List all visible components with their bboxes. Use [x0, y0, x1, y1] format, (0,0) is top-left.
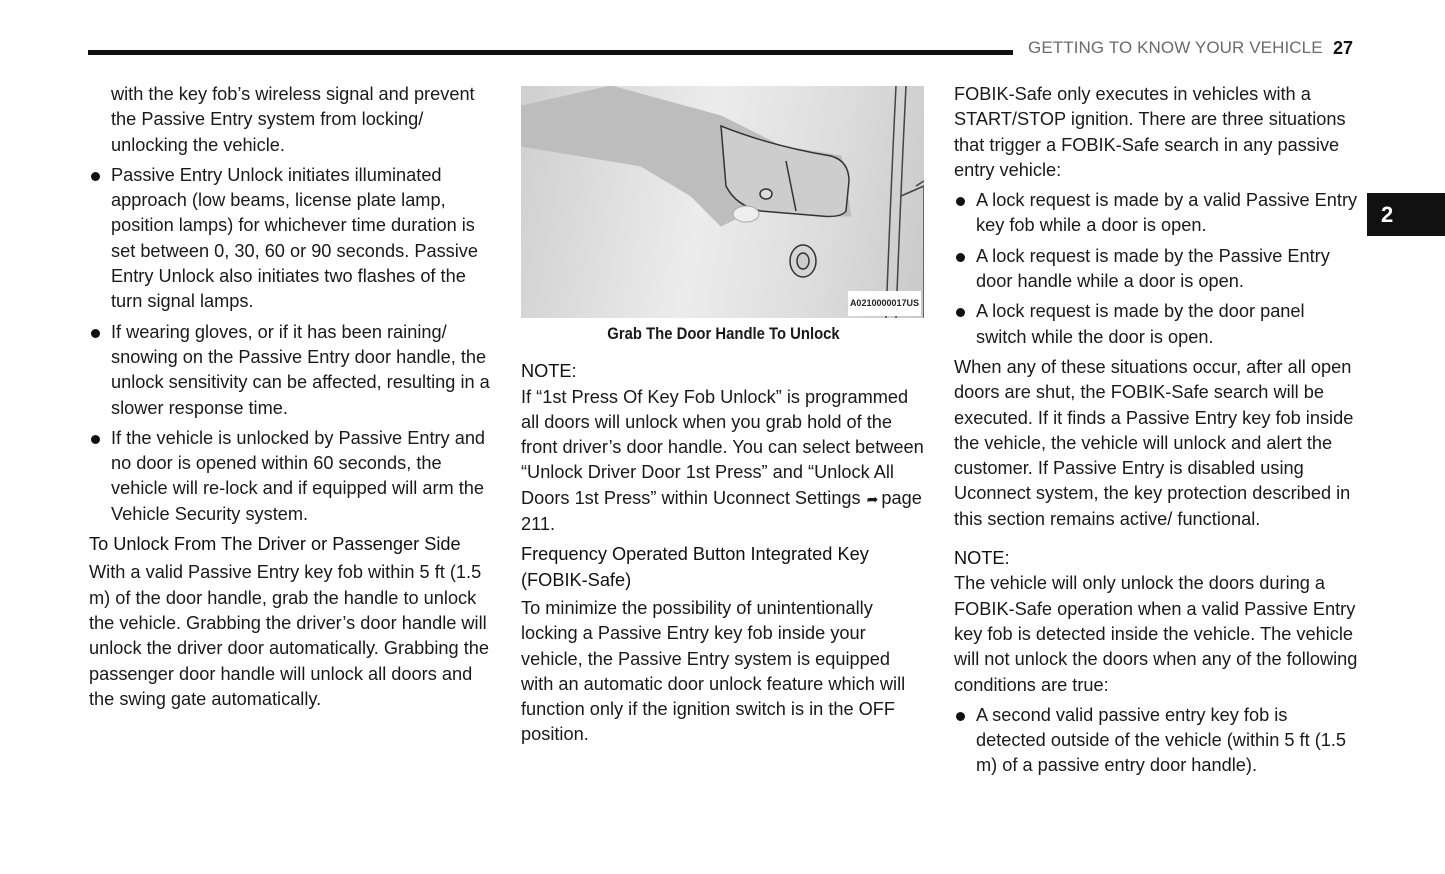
note-label: NOTE: [954, 548, 1010, 569]
list-item: If wearing gloves, or if it has been raining/ snowing on the Passive Entry door handle, the unlock sensitivity can be affected, resulting in a slower response time. [89, 320, 499, 421]
note-body: If “1st Press Of Key Fob Unlock” is programmed all doors will unlock when you grab hold of the front driver’s door handle. You can select between “Unlock Driver Door 1st Press” and “Unlock All Doors 1st Press” within Uconnect Settings [521, 386, 924, 508]
note-text: The vehicle will only unlock the doors during a FOBIK-Safe operation when a valid Passive Entry key fob is detected inside the vehicle. The vehicle will not unlock the doors when any of the following conditions are true: [954, 573, 1358, 695]
list-item: A lock request is made by the door panel switch while the door is open. [954, 299, 1359, 350]
section-title: GETTING TO KNOW YOUR VEHICLE [1028, 38, 1323, 57]
door-handle-illustration [521, 86, 924, 318]
note-text [521, 385, 926, 538]
figure-id: A0210000017US [848, 291, 921, 316]
figure-caption: Grab The Door Handle To Unlock [607, 325, 840, 343]
bullet-list [89, 163, 499, 527]
body-paragraph: With a valid Passive Entry key fob within 5 ft (1.5 m) of the door handle, grab the handle to unlock the vehicle. Grabbing the driver’s door handle will unlock the driver door automatically. Grabbing the passenger door handle will unlock all doors and the swing gate automatically. [89, 562, 489, 709]
list-item: If the vehicle is unlocked by Passive Entry and no door is opened within 60 seconds, the vehicle will re-lock and if equipped will arm the Vehicle Security system. [89, 426, 499, 527]
header-rule [88, 50, 1013, 55]
body-paragraph: To minimize the possibility of unintentionally locking a Passive Entry key fob inside your vehicle, the Passive Entry system is equipped with an automatic door unlock feature which will function only if the ignition switch is in the OFF position. [521, 597, 906, 745]
bullet-list [954, 188, 1359, 350]
column-3 [954, 82, 1359, 784]
list-item: A lock request is made by the Passive Entry door handle while a door is open. [954, 244, 1359, 295]
note-bullet-list [954, 703, 1359, 779]
intro-paragraph: FOBIK-Safe only executes in vehicles with a START/STOP ignition. There are three situations that trigger a FOBIK-Safe search in any passive entry vehicle: [954, 84, 1346, 180]
body-paragraph: When any of these situations occur, after all open doors are shut, the FOBIK-Safe search will be executed. If it finds a Passive Entry key fob inside the vehicle, the vehicle will unlock and alert the customer. If Passive Entry is disabled using Uconnect system, the key protection described in this section remains active/ functional. [954, 356, 1354, 529]
note-label: NOTE: [521, 361, 577, 382]
column-2 [521, 82, 926, 753]
page-number: 27 [1333, 38, 1354, 58]
intro-continuation: with the key fob’s wireless signal and prevent the Passive Entry system from locking/ unlocking the vehicle. [111, 84, 475, 155]
subheading-fobik-safe: Frequency Operated Button Integrated Key (FOBIK-Safe) [521, 544, 869, 590]
subheading-unlock-side: To Unlock From The Driver or Passenger Side [89, 534, 461, 555]
list-item: Passive Entry Unlock initiates illuminated approach (low beams, license plate lamp, position lamps) for whichever time duration is set between 0, 30, 60 or 90 seconds. Passive Entry Unlock also initiates two flashes of the turn signal lamps. [89, 163, 499, 315]
list-item: A lock request is made by a valid Passive Entry key fob while a door is open. [954, 188, 1359, 239]
page-reference-arrow-icon: ➦ [866, 490, 879, 507]
chapter-tab: 2 [1367, 193, 1445, 236]
list-item: A second valid passive entry key fob is detected outside of the vehicle (within 5 ft (1.5 m) of a passive entry door handle). [954, 703, 1359, 779]
page-reference-link[interactable]: page 211. [521, 487, 922, 535]
hand-grabbing-handle-icon [521, 86, 924, 318]
column-1 [89, 82, 499, 717]
